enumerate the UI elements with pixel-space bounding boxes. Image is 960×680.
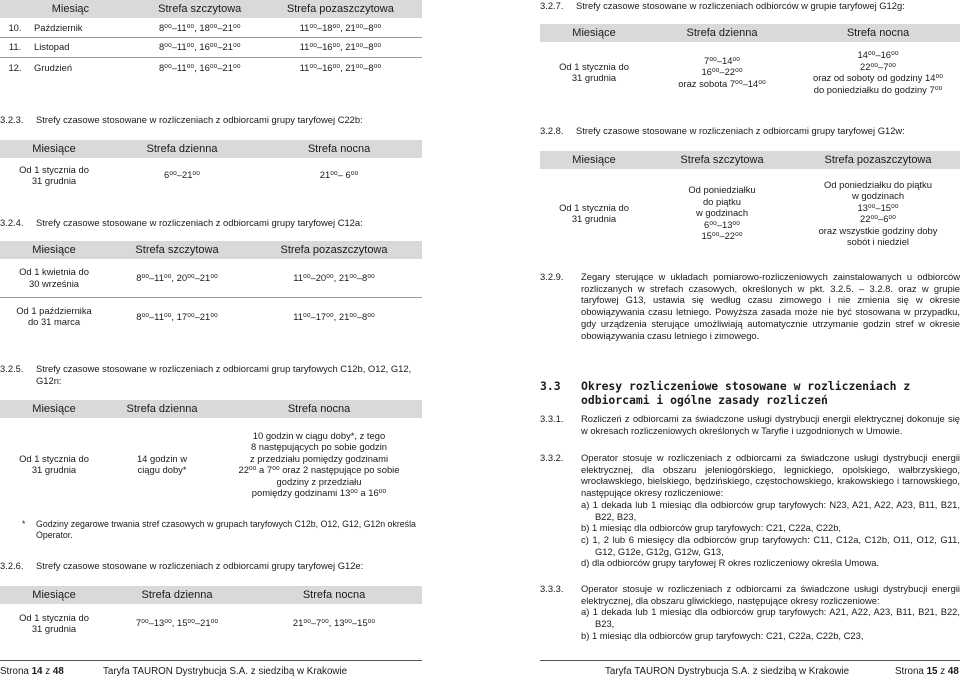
list-item: b) 1 miesiąc dla odbiorców grup taryfowych: C21, C22a, C22b, C23, (581, 629, 864, 641)
section-title-3-3: 3.3 Okresy rozliczeniowe stosowane w rozliczeniach z odbiorcami i ogólne zasady rozliczeń (540, 379, 911, 407)
paragraph-3-2-9: 3.2.9. Zegary sterujące w układach pomiarowo-rozliczeniowych zainstalowanych u odbiorców rozliczanych w strefach czasowych, określonych w pkt. 3.2.5. – 3.2.8. oraz w grupie taryfowej G13, ustawia się według czasu zimowego i nie zmienia się w okresie obowiązywania czasu letniego. Powyższa zasada może nie być stosowana w przypadku, gdy urządzenia sterujące umożliwiają automatycznie utrzymanie godzin stref w okresie obowiązywania czasu letniego i zimowego. (540, 271, 960, 341)
table-g12e: Miesiące Strefa dzienna Strefa nocna Od 1 stycznia do 31 grudnia 7⁰⁰–13⁰⁰, 15⁰⁰–21⁰⁰ 21⁰⁰–7⁰⁰, 13⁰⁰–15⁰⁰ (0, 586, 422, 642)
left-footer-rule (0, 660, 422, 661)
list-item: c) 1, 2 lub 6 miesięcy dla odbiorców grup taryfowych: C11, C12a, C12b, O11, O12, G11, G12, G12e, G12g, G12w, G13, (581, 533, 960, 557)
table-row: Od 1 stycznia do 31 grudnia 6⁰⁰–21⁰⁰ 21⁰⁰– 6⁰⁰ (19, 163, 359, 186)
section-heading-3-2-3: 3.2.3. Strefy czasowe stosowane w rozliczeniach z odbiorcami grupy taryfowej C22b: (0, 114, 363, 125)
left-page-number: Strona 14 z 48 (0, 666, 64, 677)
table-row: Od 1 kwietnia do 30 września 8⁰⁰–11⁰⁰, 20⁰⁰–21⁰⁰ 11⁰⁰–20⁰⁰, 21⁰⁰–8⁰⁰ (19, 266, 375, 289)
table-row: Od 1 października do 31 marca 8⁰⁰–11⁰⁰, 17⁰⁰–21⁰⁰ 11⁰⁰–17⁰⁰, 21⁰⁰–8⁰⁰ (0, 297, 422, 335)
table-row: Od 1 stycznia do 31 grudnia Od poniedziałku do piątku w godzinach 6⁰⁰–13⁰⁰ 15⁰⁰–22⁰⁰ Od poniedziałku do piątku w godzinach 13⁰⁰–15⁰⁰ 22⁰⁰–6⁰⁰ oraz wszystkie godziny doby sobót i niedziel (559, 178, 938, 247)
paragraph-3-3-2: 3.3.2. Operator stosuje w rozliczeniach z odbiorcami za świadczone usługi dystrybucji energii elektrycznej, dla obszaru jeleniogórskiego, legnickiego, opolskiego, wałbrzyskiego, wrocławskiego, bielskiego, będzińskiego, częstochowskiego, krakowskiego i tarnowskiego, następujące okresy rozliczeniowe: a) 1 dekada lub 1 miesiąc dla odbiorców grup taryfowych: N23, A21, A22, A23, B11, B21, B22, B23, b) 1 miesiąc dla odbiorców grup taryfowych: C21, C22a, C22b, c) 1, 2 lub 6 miesięcy dla odbiorców grup taryfowych: C11, C12a, C12b, O11, O12, G11, G12, G12e, G12g, G12w, G13, d) dla odbiorców grupy taryfowej R okres rozliczeniowy określa Umowa. (540, 452, 960, 569)
table-row: Od 1 stycznia do 31 grudnia 14 godzin w ciągu doby* 10 godzin w ciągu doby*, z tego 8 następujących po sobie godzin z przedziału pomiędzy godzinami 22⁰⁰ a 7⁰⁰ oraz 2 następujące po sobie godziny z przedziału pomiędzy godzinami 13⁰⁰ a 16⁰⁰ (0, 418, 422, 510)
paragraph-3-3-1: 3.3.1. Rozliczeń z odbiorcami za świadczone usługi dystrybucji energii elektrycznej dokonuje się w okresach rozliczeniowych określonych w Taryfie i uzgodnionych w Umowie. (540, 413, 960, 436)
col-header-peak: Strefa szczytowa (141, 0, 259, 18)
table-g12-continued (0, 0, 422, 77)
section-heading-3-2-5: 3.2.5. Strefy czasowe stosowane w rozliczeniach z odbiorcami grup taryfowych C12b, O12, G12, G12n: (0, 363, 412, 386)
section-heading-3-2-7: 3.2.7. Strefy czasowe stosowane w rozliczeniach odbiorców w grupie taryfowej G12g: (540, 0, 905, 11)
table-row: 10. Październik 8⁰⁰–11⁰⁰, 18⁰⁰–21⁰⁰ 11⁰⁰–18⁰⁰, 21⁰⁰–8⁰⁰ (8, 21, 382, 33)
section-heading-3-2-6: 3.2.6. Strefy czasowe stosowane w rozliczeniach z odbiorcami grupy taryfowej G12e: (0, 560, 364, 571)
table-g12w: Miesiące Strefa szczytowa Strefa pozaszczytowa Od 1 stycznia do 31 grudnia Od poniedziałku do piątku w godzinach 6⁰⁰–13⁰⁰ 15⁰⁰–22⁰⁰ Od poniedziałku do piątku w godzinach 13⁰⁰–15⁰⁰ 22⁰⁰–6⁰⁰ oraz wszystkie godziny doby sobót i niedziel (540, 151, 960, 257)
list-item: a) 1 dekada lub 1 miesiąc dla odbiorców grup taryfowych: N23, A21, A22, A23, B11, B21, B22, B23, (581, 498, 960, 522)
section-heading-3-2-8: 3.2.8. Strefy czasowe stosowane w rozliczeniach z odbiorcami grupy taryfowej G12w: (540, 125, 905, 136)
right-footer-rule (540, 660, 960, 661)
col-header-day: Strefa dzienna (108, 140, 256, 158)
right-footer-company: Taryfa TAURON Dystrybucja S.A. z siedzibą w Krakowie (605, 666, 850, 677)
table-g12g: Miesiące Strefa dzienna Strefa nocna Od 1 stycznia do 31 grudnia 7⁰⁰–14⁰⁰ 16⁰⁰–22⁰⁰ oraz sobota 7⁰⁰–14⁰⁰ 14⁰⁰–16⁰⁰ 22⁰⁰–7⁰⁰ oraz od soboty od godziny 14⁰⁰ do poniedziałku do godziny 7⁰⁰ (540, 24, 960, 102)
table-c12a: Miesiące Strefa szczytowa Strefa pozaszczytowa Od 1 kwietnia do 30 września 8⁰⁰–11⁰⁰, 20⁰⁰–21⁰⁰ 11⁰⁰–20⁰⁰, 21⁰⁰–8⁰⁰ Od 1 października do 31 marca 8⁰⁰–11⁰⁰, 17⁰⁰–21⁰⁰ 11⁰⁰–17⁰⁰, 21⁰⁰–8⁰⁰ (0, 241, 422, 335)
right-page-number: Strona 15 z 48 (895, 666, 959, 677)
col-header-night: Strefa nocna (256, 140, 422, 158)
night-zone-description: 10 godzin w ciągu doby*, z tego 8 następujących po sobie godzin z przedziału pomiędzy godzinami 22⁰⁰ a 7⁰⁰ oraz 2 następujące po sobie godziny z przedziału pomiędzy godzinami 13⁰⁰ a 16⁰⁰ (238, 429, 400, 498)
table-c12b-o12-g12-g12n: Miesiące Strefa dzienna Strefa nocna Od 1 stycznia do 31 grudnia 14 godzin w ciągu doby* 10 godzin w ciągu doby*, z tego 8 następujących po sobie godzin z przedziału pomiędzy godzinami 22⁰⁰ a 7⁰⁰ oraz 2 następujące po sobie godziny z przedziału pomiędzy godzinami 13⁰⁰ a 16⁰⁰ (0, 400, 422, 510)
list-item: a) 1 dekada lub 1 miesiąc dla odbiorców grup taryfowych: A21, A22, A23, B11, B21, B22, B23, (581, 606, 960, 630)
list-item: d) dla odbiorców grupy taryfowej R okres rozliczeniowy określa Umowa. (581, 557, 880, 569)
section-heading-3-2-4: 3.2.4. Strefy czasowe stosowane w rozliczeniach z odbiorcami grupy taryfowej C12a: (0, 217, 363, 228)
table-row: 11. Listopad 8⁰⁰–11⁰⁰, 16⁰⁰–21⁰⁰ 11⁰⁰–16⁰⁰, 21⁰⁰–8⁰⁰ (0, 37, 422, 57)
col-header-months: Miesiące (0, 140, 108, 158)
paragraph-3-3-3: 3.3.3. Operator stosuje w rozliczeniach z odbiorcami za świadczone usługi dystrybucji energii elektrycznej, dla obszaru gliwickiego, następujące okresy rozliczeniowe: a) 1 dekada lub 1 miesiąc dla odbiorców grup taryfowych: A21, A22, A23, B11, B21, B22, B23, b) 1 miesiąc dla odbiorców grup taryfowych: C21, C22a, C22b, C23, (540, 583, 960, 641)
left-footer-company: Taryfa TAURON Dystrybucja S.A. z siedzibą w Krakowie (103, 666, 348, 677)
col-header-offpeak: Strefa pozaszczytowa (259, 0, 422, 18)
table-row: 12. Grudzień 8⁰⁰–11⁰⁰, 16⁰⁰–21⁰⁰ 11⁰⁰–16⁰⁰, 21⁰⁰–8⁰⁰ (0, 57, 422, 77)
col-header-month: Miesiąc (0, 0, 141, 18)
footnote: * Godziny zegarowe trwania stref czasowych w grupach taryfowych C12b, O12, G12, G12n określa Operator. (22, 519, 416, 540)
table-c22b (0, 140, 422, 192)
table-row: Od 1 stycznia do 31 grudnia 7⁰⁰–14⁰⁰ 16⁰⁰–22⁰⁰ oraz sobota 7⁰⁰–14⁰⁰ 14⁰⁰–16⁰⁰ 22⁰⁰–7⁰⁰ oraz od soboty od godziny 14⁰⁰ do poniedziałku do godziny 7⁰⁰ (559, 49, 943, 95)
table-row: Od 1 stycznia do 31 grudnia 7⁰⁰–13⁰⁰, 15⁰⁰–21⁰⁰ 21⁰⁰–7⁰⁰, 13⁰⁰–15⁰⁰ (19, 611, 376, 634)
list-item: b) 1 miesiąc dla odbiorców grup taryfowych: C21, C22a, C22b, (581, 522, 842, 534)
